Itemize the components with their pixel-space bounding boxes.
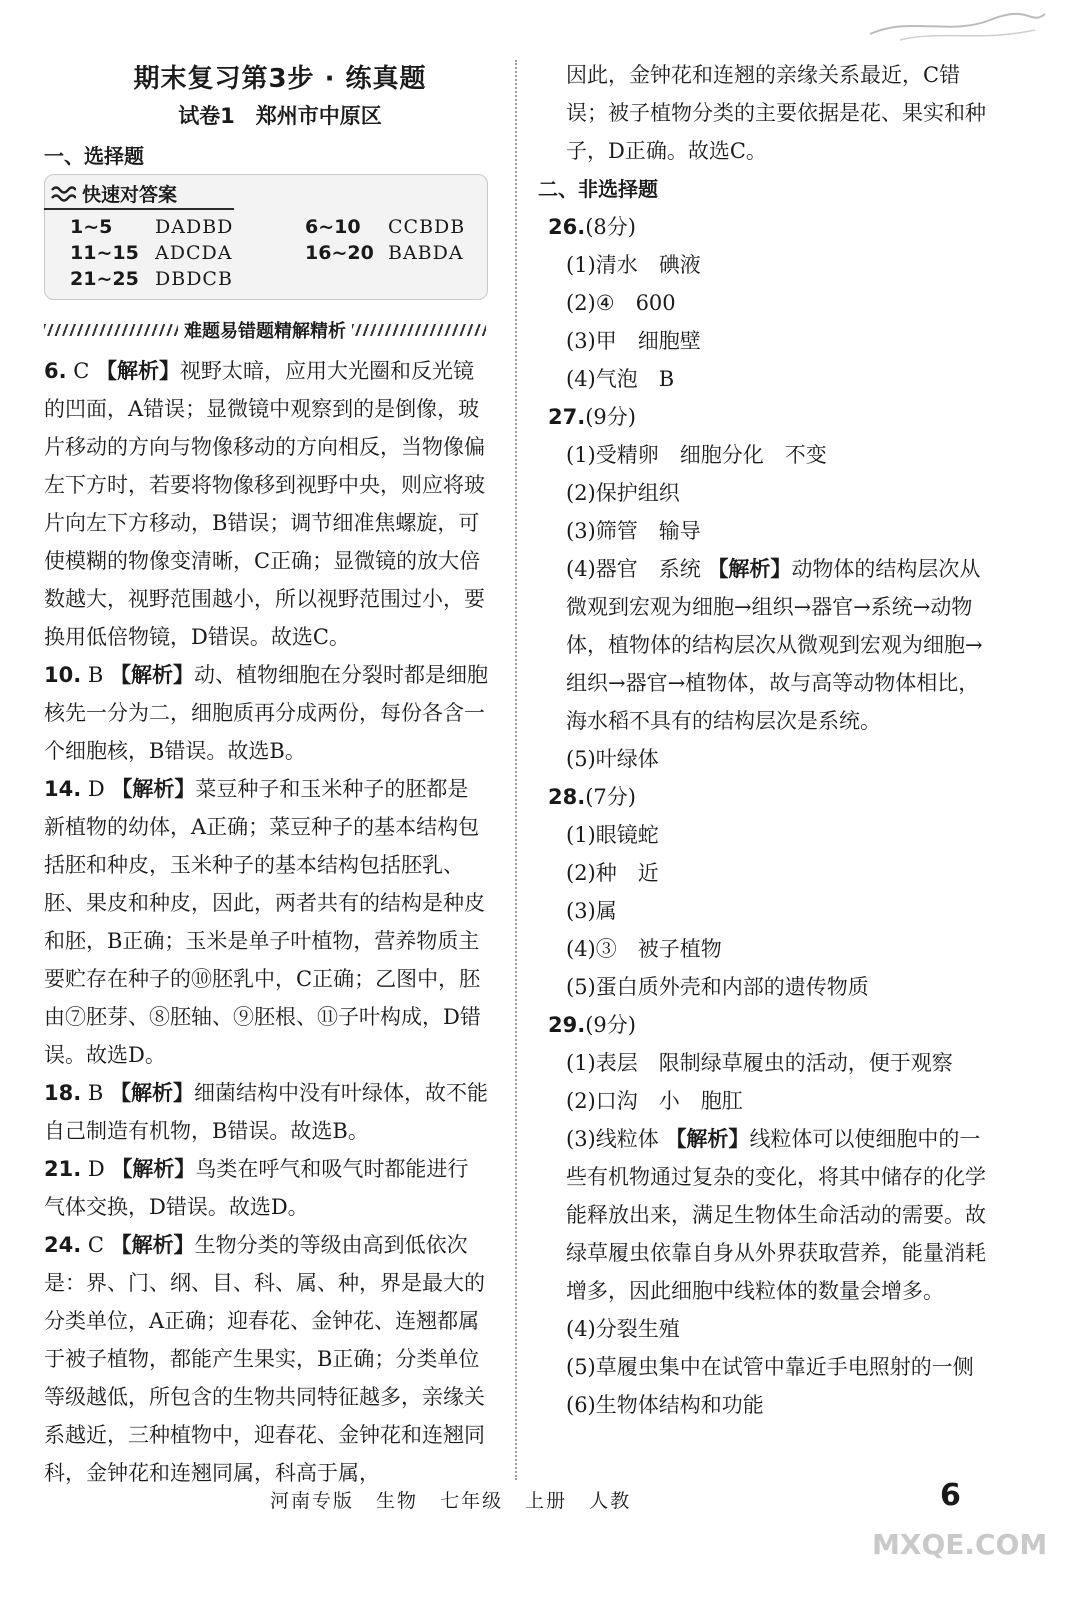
answer-item: (4)分裂生殖 [566, 1317, 680, 1341]
answer-values: BABDA [388, 242, 464, 264]
analysis-entry: 18. B 【解析】细菌结构中没有叶绿体，故不能自己制造有机物，B错误。故选B。 [44, 1081, 489, 1143]
answer-item: (3)线粒体 【解析】线粒体可以使细胞中的一些有机物通过复杂的变化，将其中储存的化学能释放出来，满足生物体生命活动的需要。故绿草履虫依靠自身从外界获取营养，能量消耗增多，因此细胞中线粒体的数量会增多。 [566, 1127, 986, 1303]
analysis-label: 难题易错题精解精析 [184, 321, 346, 342]
wave-icon [50, 184, 76, 204]
decorative-scribble [860, 6, 1050, 46]
left-column [44, 352, 489, 1492]
analysis-divider [44, 318, 486, 342]
question-header: 28.(7分) [548, 785, 636, 809]
section-heading-choice: 一、选择题 [44, 144, 144, 168]
answer-item: (5)蛋白质外壳和内部的遗传物质 [566, 975, 869, 999]
answer-range: 11~15 [70, 242, 139, 264]
zigzag-decoration [352, 324, 486, 336]
answer-item: (4)③ 被子植物 [566, 937, 722, 961]
answer-range: 6~10 [305, 216, 361, 238]
answer-item: (4)器官 系统 【解析】动物体的结构层次从微观到宏观为细胞→组织→器官→系统→动物体，植物体的结构层次从微观到宏观为细胞→组织→器官→植物体，故与高等动物体相比，海水稻不具有的结构层次是系统。 [566, 557, 983, 733]
question-header: 27.(9分) [548, 405, 636, 429]
analysis-entry: 24. C 【解析】生物分类的等级由高到低依次是：界、门、纲、目、科、属、种，界是最大的分类单位，A正确；迎春花、金钟花、连翘都属于被子植物，都能产生果实，B正确；分类单位等级越低，所包含的生物共同特征越多，亲缘关系越近，三种植物中，迎春花、金钟花和连翘同科，金钟花和连翘同属，科高于属， [44, 1233, 485, 1485]
analysis-continuation: 因此，金钟花和连翘的亲缘关系最近，C错误；被子植物分类的主要依据是花、果实和种子，D正确。故选C。 [566, 63, 986, 163]
answer-item: (3)甲 细胞壁 [566, 329, 701, 353]
answer-range: 16~20 [305, 242, 374, 264]
answer-item: (2)种 近 [566, 861, 659, 885]
answer-item: (4)气泡 B [566, 367, 675, 391]
answer-range: 1~5 [70, 216, 113, 238]
page-number: 6 [940, 1478, 961, 1513]
answer-item: (2)保护组织 [566, 481, 680, 505]
page-footer: 河南专版 生物 七年级 上册 人教 [270, 1490, 632, 1512]
analysis-entry: 6. C 【解析】视野太暗，应用大光圈和反光镜的凹面，A错误；显微镜中观察到的是倒像，玻片移动的方向与物像移动的方向相反，当物像偏左下方时，若要将物像移到视野中央，则应将玻片向左下方移动，B错误；调节细准焦螺旋，可使模糊的物像变清晰，C正确；显微镜的放大倍数越大，视野范围越小，所以视野范围过小，要换用低倍物镜，D错误。故选C。 [44, 359, 485, 649]
analysis-entry: 21. D 【解析】鸟类在呼气和吸气时都能进行气体交换，D错误。故选D。 [44, 1157, 469, 1219]
section-heading-nonchoice: 二、非选择题 [538, 177, 658, 201]
answer-values: DBDCB [155, 268, 233, 290]
answer-values: ADCDA [155, 242, 233, 264]
answer-values: DADBD [155, 216, 234, 238]
answer-item: (1)眼镜蛇 [566, 823, 659, 847]
quick-answer-heading [50, 180, 177, 207]
question-header: 29.(9分) [548, 1013, 636, 1037]
answer-item: (1)清水 碘液 [566, 253, 701, 277]
column-divider [515, 60, 517, 1480]
right-column [538, 56, 988, 1424]
analysis-entry: 14. D 【解析】菜豆种子和玉米种子的胚都是新植物的幼体，A正确；菜豆种子的基本结构包括胚和种皮，玉米种子的基本结构包括胚乳、胚、果皮和种皮，因此，两者共有的结构是种皮和胚，B正确；玉米是单子叶植物，营养物质主要贮存在种子的⑩胚乳中，C正确；乙图中，胚由⑦胚芽、⑧胚轴、⑨胚根、⑪子叶构成，D错误。故选D。 [44, 777, 485, 1067]
answer-item: (1)表层 限制绿草履虫的活动，便于观察 [566, 1051, 953, 1075]
answer-range: 21~25 [70, 268, 139, 290]
watermark: MXQE.COM [872, 1528, 1048, 1561]
answer-item: (5)草履虫集中在试管中靠近手电照射的一侧 [566, 1355, 974, 1379]
heading-underline [44, 208, 234, 210]
page-subtitle: 试卷1 郑州市中原区 [178, 104, 382, 128]
answer-item: (1)受精卵 细胞分化 不变 [566, 443, 827, 467]
answer-item: (5)叶绿体 [566, 747, 659, 771]
quick-answer-title: 快速对答案 [82, 184, 178, 206]
page-title: 期末复习第3步 · 练真题 [133, 64, 427, 94]
answer-item: (3)属 [566, 899, 617, 923]
question-header: 26.(8分) [548, 215, 636, 239]
answer-item: (2)④ 600 [566, 291, 676, 315]
answer-values: CCBDB [388, 216, 466, 238]
answer-item: (2)口沟 小 胞肛 [566, 1089, 743, 1113]
answer-item: (3)筛管 输导 [566, 519, 701, 543]
answer-item: (6)生物体结构和功能 [566, 1393, 764, 1417]
analysis-entry: 10. B 【解析】动、植物细胞在分裂时都是细胞核先一分为二，细胞质再分成两份，每份各含一个细胞核，B错误。故选B。 [44, 663, 489, 763]
zigzag-decoration [44, 324, 178, 336]
